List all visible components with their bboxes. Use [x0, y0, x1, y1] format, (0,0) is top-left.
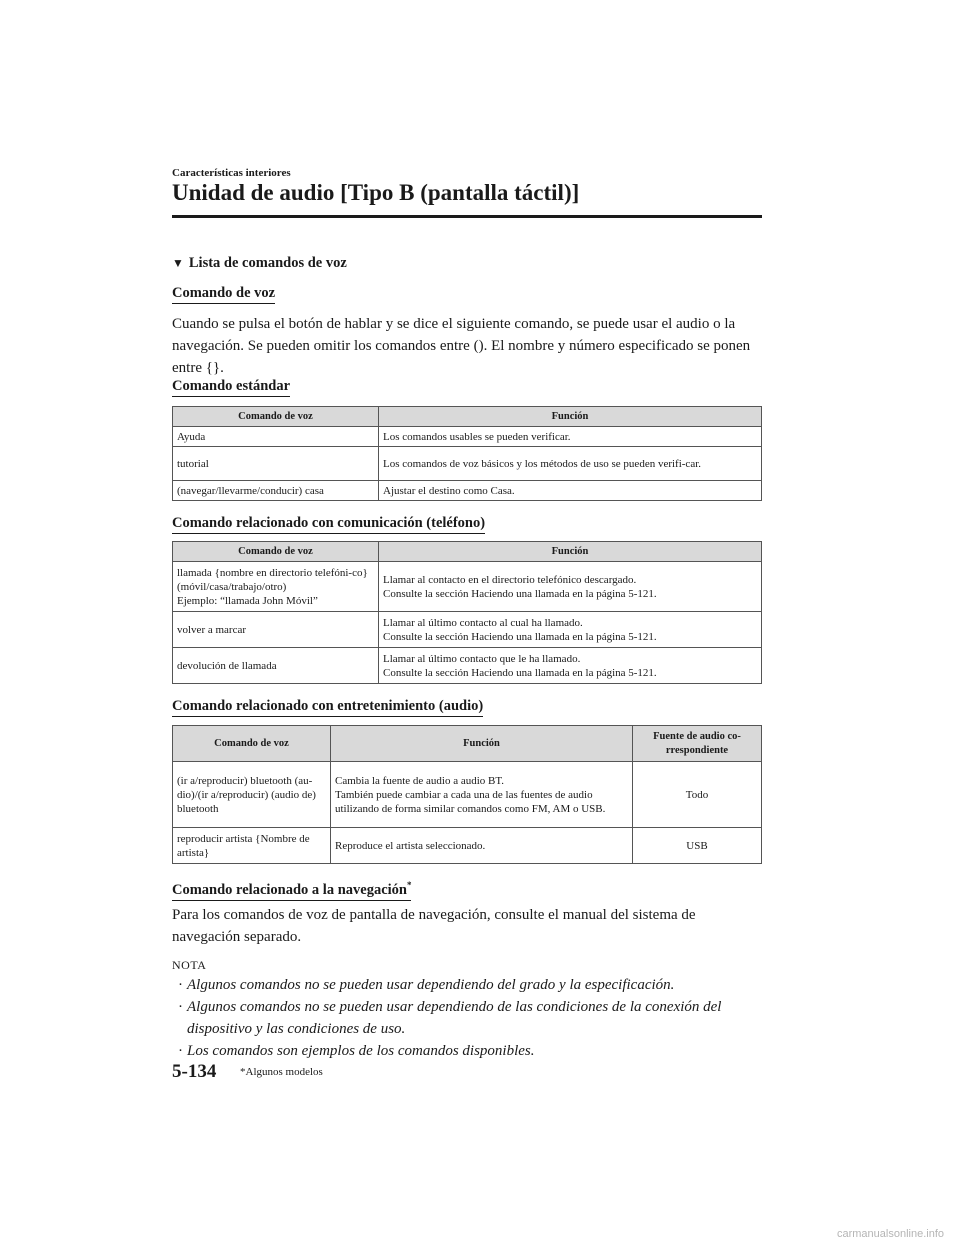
- subsection-title: Lista de comandos de voz: [188, 255, 347, 271]
- audio-command-table: [172, 725, 762, 864]
- table-header-row: [173, 542, 762, 562]
- nota-label: NOTA: [172, 958, 207, 972]
- table-cell: tutorial: [173, 447, 379, 481]
- table-cell: Llamar al último contacto al cual ha llamado. Consulte la sección Haciendo una llamada en la página 5-121.: [379, 612, 762, 648]
- bullet-icon: ·: [178, 1043, 183, 1059]
- triangle-down-icon: ▼: [172, 256, 184, 270]
- table-row: [173, 612, 762, 648]
- footnote: *Algunos modelos: [240, 1066, 323, 1078]
- table-cell: Los comandos usables se pueden verificar.: [379, 427, 762, 447]
- table-cell: (ir a/reproducir) bluetooth (au-dio)/(ir a/reproducir) (audio de) bluetooth: [173, 762, 331, 828]
- table-cell: Llamar al contacto en el directorio telefónico descargado. Consulte la sección Haciendo una llamada en la página 5-121.: [379, 562, 762, 612]
- table-row: [173, 828, 762, 864]
- table-header-row: [173, 726, 762, 762]
- table-cell: Todo: [633, 762, 762, 828]
- table-row: [173, 648, 762, 684]
- phone-command-table: [172, 541, 762, 684]
- voice-command-paragraph: Cuando se pulsa el botón de hablar y se dice el siguiente comando, se puede usar el audio o la navegación. Se pueden omitir los comandos entre (). El nombre y número especificado se ponen entre {}.: [172, 316, 751, 376]
- column-header: Fuente de audio co-rrespondiente: [633, 726, 762, 762]
- note-text: Algunos comandos no se pueden usar dependiendo del grado y la especificación.: [187, 977, 675, 993]
- title-rule: [172, 215, 762, 218]
- voice-command-heading: Comando de voz: [172, 285, 275, 304]
- table-cell: devolución de llamada: [173, 648, 379, 684]
- bullet-icon: ·: [178, 999, 183, 1015]
- standard-command-table: [172, 406, 762, 501]
- bullet-icon: ·: [178, 977, 183, 993]
- navigation-command-heading: [172, 877, 411, 901]
- table-header-row: [173, 407, 762, 427]
- column-header: Función: [331, 726, 633, 762]
- table-cell: Ayuda: [173, 427, 379, 447]
- table-row: [173, 447, 762, 481]
- audio-command-heading: Comando relacionado con entretenimiento (audio): [172, 698, 483, 717]
- phone-command-heading: Comando relacionado con comunicación (teléfono): [172, 515, 485, 534]
- list-item: [178, 1040, 764, 1062]
- page-number: 5-134: [172, 1061, 217, 1082]
- table-cell: (navegar/llevarme/conducir) casa: [173, 481, 379, 501]
- table-cell: reproducir artista {Nombre de artista}: [173, 828, 331, 864]
- standard-command-heading: Comando estándar: [172, 378, 290, 397]
- page-title: Unidad de audio [Tipo B (pantalla táctil)]: [172, 180, 580, 205]
- section-label: Características interiores: [172, 167, 291, 179]
- table-cell: Reproduce el artista seleccionado.: [331, 828, 633, 864]
- list-item: [178, 996, 764, 1040]
- table-cell: USB: [633, 828, 762, 864]
- table-row: [173, 427, 762, 447]
- table-row: [173, 562, 762, 612]
- note-text: Los comandos son ejemplos de los comandos disponibles.: [187, 1043, 535, 1059]
- navigation-heading-text: Comando relacionado a la navegación: [172, 881, 407, 898]
- table-cell: volver a marcar: [173, 612, 379, 648]
- table-cell: Llamar al último contacto que le ha llamado. Consulte la sección Haciendo una llamada en la página 5-121.: [379, 648, 762, 684]
- column-header: Comando de voz: [173, 407, 379, 427]
- column-header: Función: [379, 407, 762, 427]
- table-cell: Cambia la fuente de audio a audio BT. También puede cambiar a cada una de las fuentes de audio utilizando de forma similar comandos como FM, AM o USB.: [331, 762, 633, 828]
- list-item: [178, 974, 764, 996]
- subsection-heading: [172, 255, 347, 272]
- table-cell: Ajustar el destino como Casa.: [379, 481, 762, 501]
- note-text: Algunos comandos no se pueden usar dependiendo de las condiciones de la conexión del dispositivo y las condiciones de uso.: [187, 999, 722, 1037]
- asterisk-mark: *: [406, 880, 412, 890]
- column-header: Comando de voz: [173, 542, 379, 562]
- table-cell: llamada {nombre en directorio telefóni-co} (móvil/casa/trabajo/otro) Ejemplo: “llamada John Móvil”: [173, 562, 379, 612]
- column-header: Función: [379, 542, 762, 562]
- table-row: [173, 481, 762, 501]
- nota-list: [178, 974, 764, 1062]
- column-header: Comando de voz: [173, 726, 331, 762]
- table-row: [173, 762, 762, 828]
- navigation-paragraph: Para los comandos de voz de pantalla de navegación, consulte el manual del sistema de navegación separado.: [172, 907, 696, 945]
- watermark: carmanualsonline.info: [836, 1228, 944, 1240]
- table-cell: Los comandos de voz básicos y los métodos de uso se pueden verifi-car.: [379, 447, 762, 481]
